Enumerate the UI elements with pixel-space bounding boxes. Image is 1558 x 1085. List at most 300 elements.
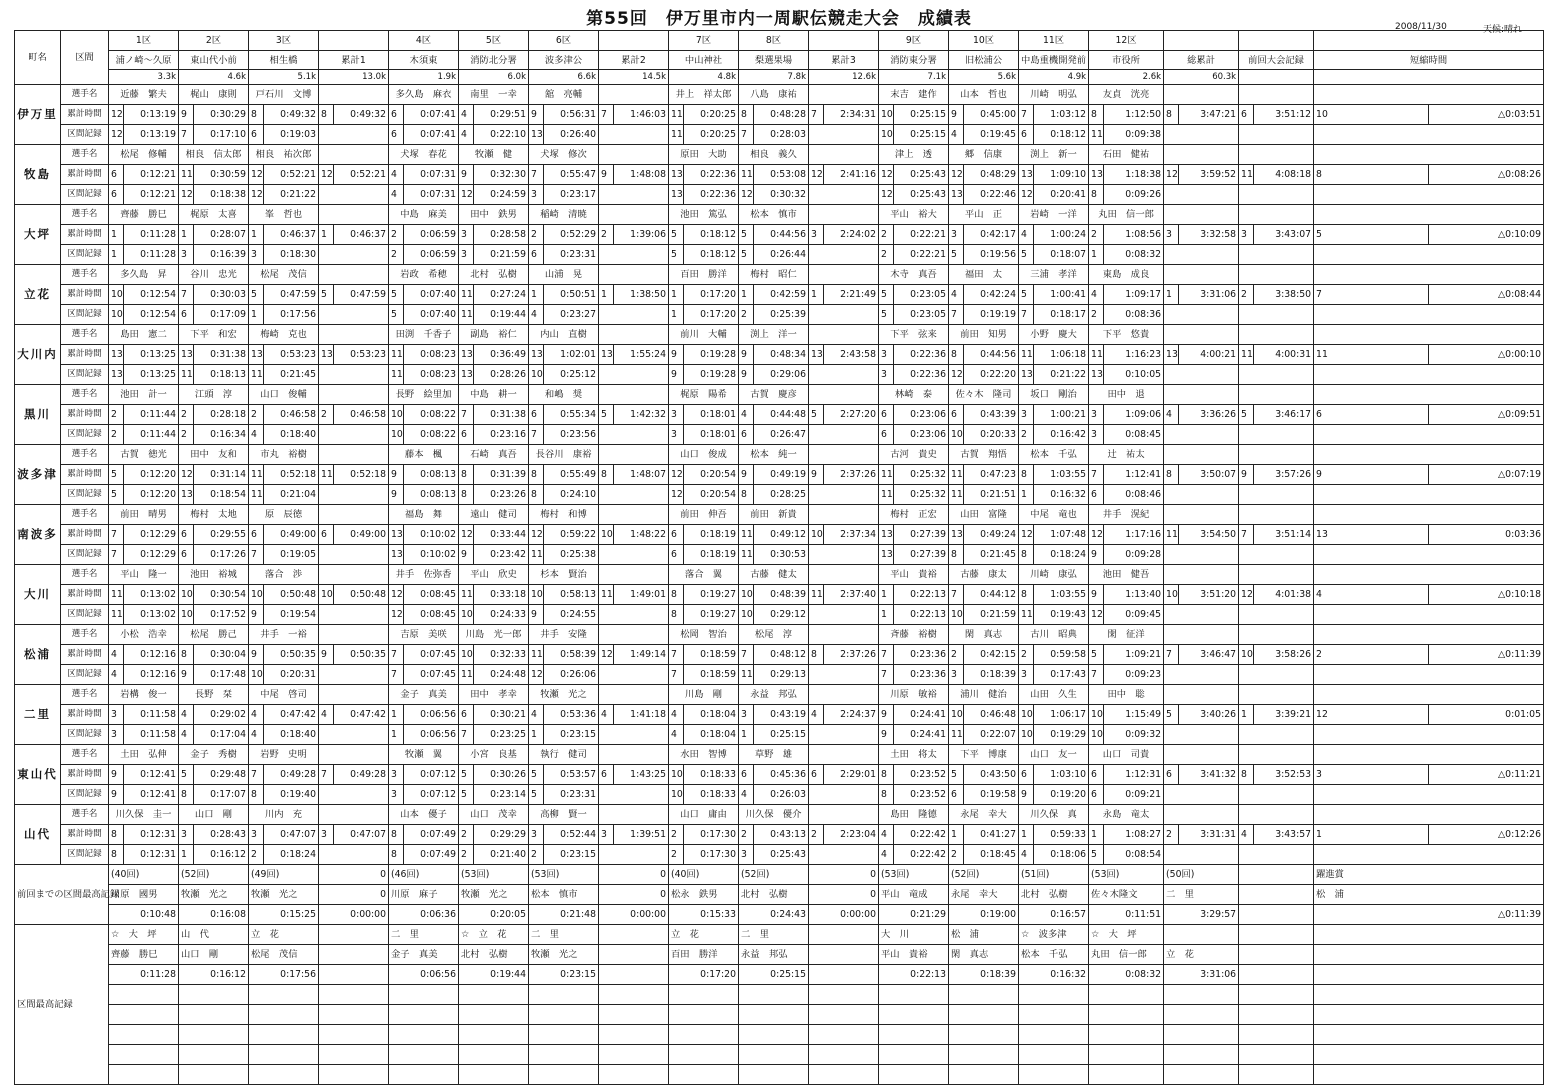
time: 0:24:48 — [474, 665, 529, 685]
team-name: 大川内 — [15, 325, 61, 385]
record-holder: 松本 慎市 — [529, 885, 599, 905]
rank: 7 — [459, 405, 474, 425]
leg-distance: 7.1k — [879, 70, 949, 85]
record-time: 0:06:36 — [389, 905, 459, 925]
cell — [599, 725, 669, 745]
cell — [319, 445, 389, 465]
rank: 1 — [1019, 825, 1034, 845]
record-time: 0:11:51 — [1089, 905, 1164, 925]
time: 0:52:18 — [334, 465, 389, 485]
cell — [1164, 625, 1239, 645]
time: 0:12:21 — [124, 185, 179, 205]
cell — [1239, 785, 1314, 805]
time: 1:08:27 — [1104, 825, 1164, 845]
rank: 12 — [389, 585, 404, 605]
cell — [459, 1045, 529, 1065]
rank: 5 — [739, 245, 754, 265]
leg-place: 東山代小前 — [179, 51, 249, 70]
time: 0:55:49 — [544, 465, 599, 485]
runner-name: 岩構 俊一 — [109, 685, 179, 705]
rank: 7 — [179, 285, 194, 305]
rank: 8 — [1314, 165, 1429, 185]
time: 0:21:59 — [964, 605, 1019, 625]
rank: 7 — [109, 525, 124, 545]
rank: 2 — [599, 225, 614, 245]
time: 0:18:12 — [1034, 125, 1089, 145]
leg-distance: 4.9k — [1019, 70, 1089, 85]
time: 0:22:36 — [894, 365, 949, 385]
rank: 12 — [599, 645, 614, 665]
cell — [1314, 145, 1544, 165]
runner-name: 田渕 千香子 — [389, 325, 459, 345]
rank: 6 — [1019, 765, 1034, 785]
rank: 10 — [1089, 705, 1104, 725]
time: 0:19:58 — [964, 785, 1019, 805]
time: 0:47:42 — [334, 705, 389, 725]
time: 0:18:04 — [684, 725, 739, 745]
rank: 8 — [1239, 765, 1254, 785]
time: △0:08:26 — [1429, 165, 1544, 185]
empty-row — [15, 985, 1544, 1005]
row-label: 選手名 — [61, 565, 109, 585]
team-row-split — [15, 545, 1544, 565]
rank: 2 — [949, 845, 964, 865]
time: 0:19:28 — [684, 345, 739, 365]
rank: 11 — [529, 645, 544, 665]
time: 0:19:54 — [264, 605, 319, 625]
team-name: 立花 — [15, 265, 61, 325]
cell — [1314, 805, 1544, 825]
time: 0:59:22 — [544, 525, 599, 545]
rank: 4 — [1019, 225, 1034, 245]
record-time: 0:21:48 — [529, 905, 599, 925]
runner-name: 中島 耕一 — [459, 385, 529, 405]
team-row-cumulative — [15, 705, 1544, 725]
cell — [809, 725, 879, 745]
rank: 4 — [529, 705, 544, 725]
team-row-runners — [15, 205, 1544, 225]
time: 0:18:38 — [194, 185, 249, 205]
time: 0:11:58 — [124, 705, 179, 725]
cell — [599, 745, 669, 765]
rank: 2 — [1019, 425, 1034, 445]
rank: 3 — [179, 825, 194, 845]
runner-name: 執行 健司 — [529, 745, 599, 765]
cell — [1239, 445, 1314, 465]
cell — [1164, 305, 1239, 325]
time: 3:57:26 — [1254, 465, 1314, 485]
rank: 9 — [389, 485, 404, 505]
rank: 2 — [669, 845, 684, 865]
time: 0:21:22 — [1034, 365, 1089, 385]
cell — [1164, 1065, 1239, 1085]
rank: 1 — [179, 845, 194, 865]
runner-name: 峯 哲也 — [249, 205, 319, 225]
rank: 9 — [739, 465, 754, 485]
cell — [1314, 625, 1544, 645]
rank: 10 — [1164, 585, 1179, 605]
rank: 1 — [1239, 705, 1254, 725]
rank: 5 — [739, 225, 754, 245]
runner-name: 原田 大助 — [669, 145, 739, 165]
rank: 6 — [179, 525, 194, 545]
cell — [179, 985, 249, 1005]
best-time: 0:17:56 — [249, 965, 319, 985]
runner-name: 平山 正 — [949, 205, 1019, 225]
time: 0:23:31 — [544, 785, 599, 805]
runner-name: 牧瀬 翼 — [389, 745, 459, 765]
cell — [599, 365, 669, 385]
rank: 2 — [1314, 645, 1429, 665]
time: 0:19:19 — [964, 305, 1019, 325]
runner-name: 斉藤 裕樹 — [879, 625, 949, 645]
rank: 9 — [669, 365, 684, 385]
row-label: 累計時間 — [61, 705, 109, 725]
rank: 1 — [319, 225, 334, 245]
time: 3:46:17 — [1254, 405, 1314, 425]
runner-name: 牧瀬 健 — [459, 145, 529, 165]
rank: 9 — [109, 785, 124, 805]
cell — [1239, 665, 1314, 685]
cell — [809, 685, 879, 705]
best-holder: 北村 弘樹 — [459, 945, 529, 965]
time: 0:21:04 — [264, 485, 319, 505]
cell — [1089, 1005, 1164, 1025]
rank: 10 — [179, 585, 194, 605]
cell — [459, 1005, 529, 1025]
rank: 7 — [1089, 465, 1104, 485]
edition: 0 — [809, 865, 879, 885]
runner-name: 梶山 康則 — [179, 85, 249, 105]
runner-name: 舘 亮輔 — [529, 85, 599, 105]
record-holder: 二 里 — [1164, 885, 1239, 905]
rank: 8 — [179, 645, 194, 665]
row-label: 区間記録 — [61, 785, 109, 805]
leg-distance: 5.1k — [249, 70, 319, 85]
rank: 10 — [669, 785, 684, 805]
rank: 4 — [459, 125, 474, 145]
rank: 7 — [179, 125, 194, 145]
rank: 6 — [879, 405, 894, 425]
rank: 11 — [389, 365, 404, 385]
rank: 11 — [529, 545, 544, 565]
team-row-cumulative — [15, 105, 1544, 125]
rank: 11 — [1164, 525, 1179, 545]
time: 0:19:29 — [1034, 725, 1089, 745]
runner-name: 多久島 麻衣 — [389, 85, 459, 105]
edition: (52回) — [179, 865, 249, 885]
time: 0:18:45 — [964, 845, 1019, 865]
leg-header: 6区 — [529, 31, 599, 51]
time: 0:13:25 — [124, 365, 179, 385]
cell — [1314, 305, 1544, 325]
rank: 4 — [529, 305, 544, 325]
rank: 8 — [739, 485, 754, 505]
rank: 11 — [739, 545, 754, 565]
best-team — [809, 925, 879, 945]
time: 3:32:58 — [1179, 225, 1239, 245]
team-row-runners — [15, 145, 1544, 165]
cell — [1164, 1045, 1239, 1065]
time: 0:52:44 — [544, 825, 599, 845]
cell — [1314, 985, 1544, 1005]
record-time: 0:15:25 — [249, 905, 319, 925]
time: 0:30:54 — [194, 585, 249, 605]
best-time: 0:19:44 — [459, 965, 529, 985]
runner-name: 金子 真美 — [389, 685, 459, 705]
time: 3:51:12 — [1254, 105, 1314, 125]
team-row-cumulative — [15, 765, 1544, 785]
time: 1:00:21 — [1034, 405, 1089, 425]
rank: 13 — [389, 525, 404, 545]
time: 0:31:38 — [474, 405, 529, 425]
cell — [949, 1005, 1019, 1025]
time: 0:17:48 — [194, 665, 249, 685]
time: 0:08:45 — [1104, 425, 1164, 445]
time: 0:53:08 — [754, 165, 809, 185]
cell — [809, 1045, 879, 1065]
runner-name: 長野 絵里加 — [389, 385, 459, 405]
cell — [669, 1045, 739, 1065]
time: 0:17:30 — [684, 825, 739, 845]
runner-name: 平山 貴裕 — [879, 565, 949, 585]
time: 0:26:47 — [754, 425, 809, 445]
cell — [599, 1065, 669, 1085]
time: 0:25:32 — [894, 485, 949, 505]
rank: 2 — [529, 225, 544, 245]
time: 0:48:29 — [964, 165, 1019, 185]
runner-name: 川崎 康弘 — [1019, 565, 1089, 585]
rank: 10 — [879, 125, 894, 145]
leg-header: 10区 — [949, 31, 1019, 51]
runner-name: 草野 雄 — [739, 745, 809, 765]
best-team — [1164, 925, 1239, 945]
time: 0:07:41 — [404, 125, 459, 145]
record-time: 0:16:08 — [179, 905, 249, 925]
rank: 10 — [389, 425, 404, 445]
cell — [599, 1025, 669, 1045]
rank: 8 — [459, 465, 474, 485]
cell — [809, 605, 879, 625]
cell — [599, 385, 669, 405]
time: 0:49:00 — [334, 525, 389, 545]
best-team: 立 花 — [249, 925, 319, 945]
subtotal-distance: 13.0k — [319, 70, 389, 85]
rank: 6 — [249, 125, 264, 145]
runner-name: 津上 透 — [879, 145, 949, 165]
rank: 13 — [109, 365, 124, 385]
cell — [1239, 985, 1314, 1005]
rank: 6 — [949, 405, 964, 425]
rank: 13 — [599, 345, 614, 365]
time: 1:06:18 — [1034, 345, 1089, 365]
time: 0:23:15 — [544, 725, 599, 745]
time: 0:29:29 — [474, 825, 529, 845]
cell — [1089, 1065, 1164, 1085]
rank: 4 — [109, 645, 124, 665]
rank: 9 — [529, 105, 544, 125]
cell — [319, 265, 389, 285]
time: 3:39:21 — [1254, 705, 1314, 725]
time: 0:30:29 — [194, 105, 249, 125]
row-label: 累計時間 — [61, 285, 109, 305]
time: 0:07:49 — [404, 825, 459, 845]
time: 0:23:52 — [894, 785, 949, 805]
runner-name: 中尾 啓司 — [249, 685, 319, 705]
runner-name: 古川 昭典 — [1019, 625, 1089, 645]
rank: 4 — [459, 105, 474, 125]
time: 3:59:52 — [1179, 165, 1239, 185]
time: 1:03:10 — [1034, 765, 1089, 785]
cell — [1019, 1005, 1089, 1025]
rank: 12 — [109, 105, 124, 125]
time: 0:10:05 — [1104, 365, 1164, 385]
record-time: 0:00:00 — [809, 905, 879, 925]
time: 0:44:56 — [964, 345, 1019, 365]
cell — [1164, 85, 1239, 105]
record-time: 0:19:00 — [949, 905, 1019, 925]
time: 0:47:07 — [334, 825, 389, 845]
rank: 9 — [249, 645, 264, 665]
time: 0:09:21 — [1104, 785, 1164, 805]
time: 3:50:07 — [1179, 465, 1239, 485]
row-label: 累計時間 — [61, 765, 109, 785]
team-row-cumulative — [15, 645, 1544, 665]
rank: 11 — [109, 585, 124, 605]
rank: 5 — [1019, 245, 1034, 265]
rank: 6 — [109, 185, 124, 205]
time: 0:09:45 — [1104, 605, 1164, 625]
leg-distance: 3.3k — [109, 70, 179, 85]
rank: 4 — [1089, 285, 1104, 305]
cell — [1164, 605, 1239, 625]
rank: 6 — [1089, 785, 1104, 805]
time: 0:31:14 — [194, 465, 249, 485]
runner-name: 相良 祐次郎 — [249, 145, 319, 165]
cell — [1314, 685, 1544, 705]
runner-name: 梶原 太喜 — [179, 205, 249, 225]
cell — [109, 1065, 179, 1085]
row-label: 選手名 — [61, 685, 109, 705]
cell — [599, 785, 669, 805]
rank: 11 — [249, 365, 264, 385]
rank: 9 — [319, 645, 334, 665]
time: 0:16:12 — [194, 845, 249, 865]
time: 0:12:16 — [124, 645, 179, 665]
cell — [809, 385, 879, 405]
rank: 7 — [1019, 305, 1034, 325]
team-row-split — [15, 125, 1544, 145]
time: 0:06:59 — [404, 245, 459, 265]
rank: 11 — [809, 585, 824, 605]
time: 0:12:29 — [124, 525, 179, 545]
record-time: 0:10:48 — [109, 905, 179, 925]
best-team: ☆ 波多津 — [1019, 925, 1089, 945]
rank: 6 — [599, 765, 614, 785]
cell — [1164, 265, 1239, 285]
cell — [879, 985, 949, 1005]
leg-place: 相生橋 — [249, 51, 319, 70]
record-holder: 牧瀬 光之 — [249, 885, 319, 905]
rank: 3 — [1019, 405, 1034, 425]
rank: 7 — [879, 645, 894, 665]
time: 0:18:33 — [684, 765, 739, 785]
time: 1:16:23 — [1104, 345, 1164, 365]
rank: 11 — [1019, 345, 1034, 365]
runner-name: 川島 光一郎 — [459, 625, 529, 645]
time: 0:10:02 — [404, 525, 459, 545]
rank: 11 — [109, 605, 124, 625]
cell — [529, 1065, 599, 1085]
time: 0:23:17 — [544, 185, 599, 205]
rank: 1 — [879, 585, 894, 605]
leg-place: 中島重機開発前 — [1019, 51, 1089, 70]
time: 0:12:16 — [124, 665, 179, 685]
runner-name: 山口 友一 — [1019, 745, 1089, 765]
time: 2:23:04 — [824, 825, 879, 845]
record-holder: 川原 國男 — [109, 885, 179, 905]
rank: 13 — [529, 125, 544, 145]
rank: 6 — [1239, 105, 1254, 125]
cell — [179, 1045, 249, 1065]
rank: 3 — [109, 725, 124, 745]
leg-distance: 1.9k — [389, 70, 459, 85]
rank: 11 — [739, 665, 754, 685]
row-label: 累計時間 — [61, 825, 109, 845]
rank: 12 — [319, 165, 334, 185]
time: 0:52:18 — [264, 465, 319, 485]
rank: 2 — [879, 245, 894, 265]
rank: 8 — [879, 785, 894, 805]
record-time: 0:20:05 — [459, 905, 529, 925]
team-row-runners — [15, 445, 1544, 465]
time: 0:23:26 — [474, 485, 529, 505]
time: 0:23:06 — [894, 425, 949, 445]
time: 0:49:12 — [754, 525, 809, 545]
cell — [1164, 485, 1239, 505]
rank: 3 — [809, 225, 824, 245]
rank: 13 — [1314, 525, 1429, 545]
edition — [1239, 865, 1314, 885]
cell — [1239, 505, 1314, 525]
time: 0:12:31 — [124, 845, 179, 865]
runner-name: 林崎 泰 — [879, 385, 949, 405]
best-team: 立 花 — [669, 925, 739, 945]
cell — [109, 1005, 179, 1025]
time: 0:17:52 — [194, 605, 249, 625]
cell — [249, 985, 319, 1005]
leg-distance: 6.6k — [529, 70, 599, 85]
time: 0:25:15 — [754, 725, 809, 745]
rank: 7 — [669, 665, 684, 685]
team-row-runners — [15, 325, 1544, 345]
cell — [1239, 425, 1314, 445]
row-label: 選手名 — [61, 805, 109, 825]
rank: 12 — [249, 185, 264, 205]
rank: 9 — [949, 105, 964, 125]
cell — [1314, 445, 1544, 465]
rank: 7 — [1089, 665, 1104, 685]
row-label: 区間記録 — [61, 125, 109, 145]
record-holder: 佐々木隆文 — [1089, 885, 1164, 905]
runner-name: 長野 栞 — [179, 685, 249, 705]
cell — [599, 565, 669, 585]
rank: 10 — [1239, 645, 1254, 665]
rank: 4 — [949, 125, 964, 145]
time: 0:22:46 — [964, 185, 1019, 205]
cell — [529, 1005, 599, 1025]
rank: 9 — [249, 605, 264, 625]
